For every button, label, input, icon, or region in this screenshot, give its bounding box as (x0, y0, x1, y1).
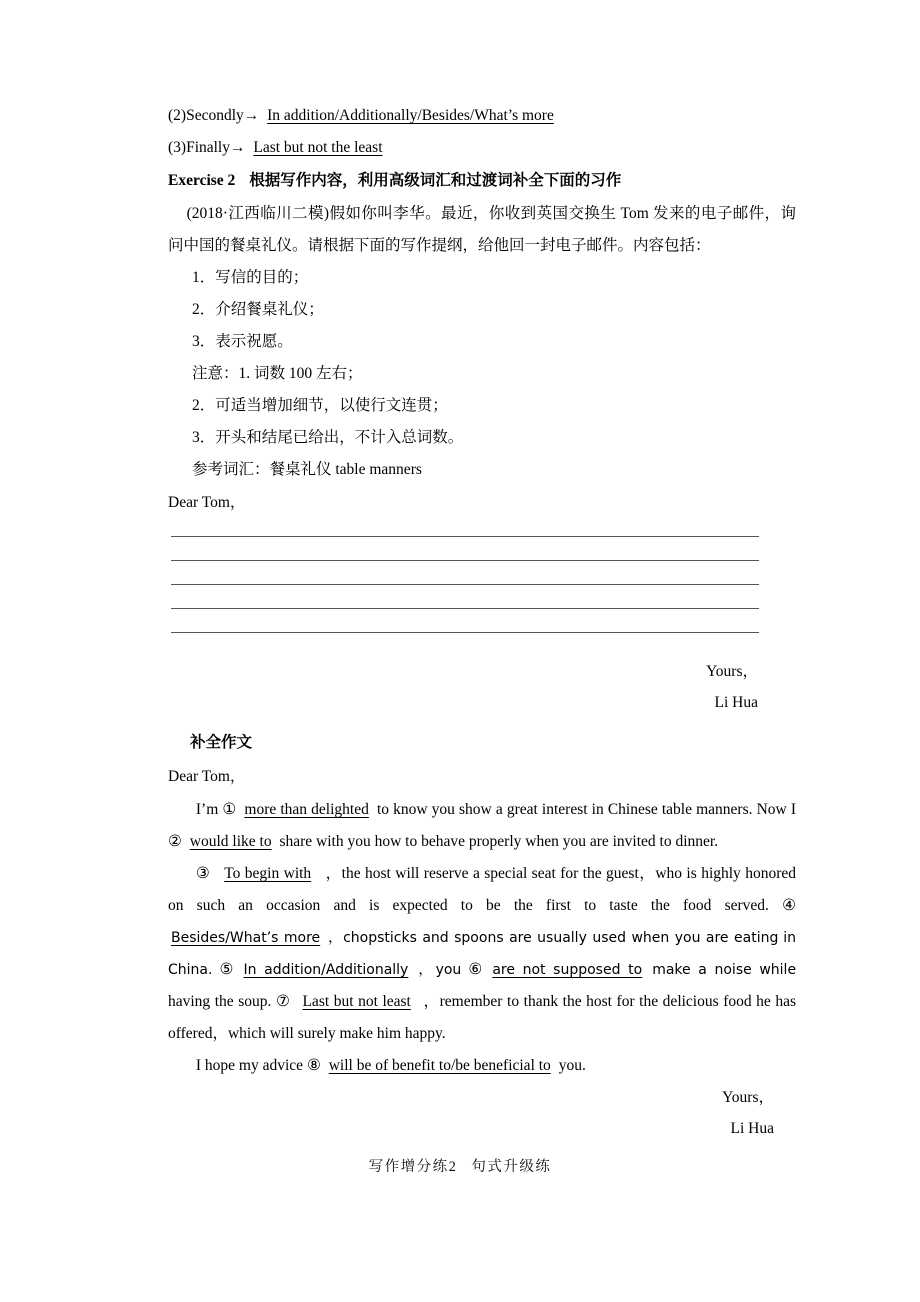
answer-p1-text-e: dinner. (675, 833, 719, 850)
answer-p2-text-d: in China. (168, 930, 796, 978)
blank-number-7: ⑦ (275, 993, 290, 1010)
blank-number-5: ⑤ (219, 961, 234, 978)
answer-signature-block (168, 1082, 796, 1144)
prompt-signature: Li Hua (714, 694, 758, 711)
prompt-salutation: Dear Tom， (168, 494, 246, 511)
answer-blank-6: are not supposed to (492, 962, 643, 978)
note-item: 3．开头和结尾已给出，不计入总词数。 (192, 429, 464, 446)
arrow-icon: → (243, 107, 260, 124)
blank-number-1: ① (222, 801, 237, 818)
reference-vocabulary: 参考词汇：餐桌礼仪 table manners (192, 461, 422, 478)
answer-p1-text-c: Now I (756, 801, 796, 818)
prompt-closing: Yours， (706, 663, 758, 680)
transition-answer-3: Last but not the least (253, 139, 383, 156)
answer-p2-text-i: has offered，which will surely make him happy. (168, 993, 797, 1042)
blank-answer-lines[interactable] (171, 536, 759, 633)
exercise-heading (168, 164, 796, 198)
answer-p3-text-a: I hope my advice (195, 1057, 304, 1074)
arrow-icon: → (230, 139, 246, 156)
page-footer (0, 1155, 920, 1176)
answer-p2-text-a: ，the host will reserve a special seat for the guest，who is highly (325, 865, 741, 882)
transition-prompt-2: (2)Secondly (168, 107, 244, 124)
answer-blank-8: will be of benefit to/be beneficial to (328, 1057, 551, 1074)
blank-number-8: ⑧ (306, 1057, 321, 1074)
prompt-intro: (2018·江西临川二模)假如你叫李华。最近，你收到英国交换生 Tom 发来的电子邮件，询问中国的餐桌礼仪。请根据下面的写作提纲，给他回一封电子邮件。内容包括： (168, 205, 796, 254)
answer-blank-1: more than delighted (244, 801, 369, 818)
blank-line[interactable] (171, 536, 759, 537)
answer-p1-text-d: share with you how to behave properly when you are invited to (279, 833, 672, 850)
exercise-label: Exercise 2 (168, 172, 236, 189)
answer-blank-2: would like to (189, 833, 272, 850)
answer-p1-text-b: to know you show a great interest in Chinese table manners. (376, 801, 753, 818)
answer-paragraph-1 (168, 794, 796, 858)
answer-p2-text-b: honored on such an occasion and is expected to be the first to taste the food served. (168, 865, 797, 914)
transition-prompt-3: (3)Finally (168, 139, 230, 156)
footer-part-1: 写作增分练2 (368, 1159, 458, 1175)
answer-p1-text-a: I’m (195, 801, 219, 818)
transition-item-2 (168, 100, 796, 132)
answer-signature: Li Hua (730, 1120, 774, 1137)
footer-part-2: 句式升级练 (471, 1159, 552, 1175)
answer-blank-5: In addition/Additionally (243, 962, 409, 978)
requirement-item: 3．表示祝愿。 (192, 333, 293, 350)
answer-p2-text-f: make a noise while (652, 962, 797, 978)
answer-closing: Yours， (722, 1089, 774, 1106)
answer-p2-text-e: ，you (418, 962, 462, 978)
blank-number-2: ② (168, 833, 182, 850)
exercise-description: 根据写作内容，利用高级词汇和过渡词补全下面的习作 (249, 172, 622, 189)
note-item: 注意：1. 词数 100 左右； (192, 365, 363, 382)
blank-line[interactable] (171, 632, 759, 633)
prompt-signature-block (168, 656, 796, 718)
blank-number-6: ⑥ (468, 961, 483, 978)
answer-salutation: Dear Tom， (168, 768, 246, 785)
requirement-item: 2．介绍餐桌礼仪； (192, 301, 324, 318)
page-content (168, 100, 796, 1144)
blank-line[interactable] (171, 584, 759, 585)
transition-item-3 (168, 132, 796, 164)
answer-p2-text-h: ，remember to thank the host for the delicious food he (423, 993, 771, 1010)
answer-blank-7: Last but not least (302, 993, 411, 1010)
answer-blank-4: Besides/What’s more (171, 930, 321, 946)
blank-number-4: ④ (782, 897, 797, 914)
answer-p2-text-g: having the soup. (168, 993, 272, 1010)
blank-number-3: ③ (195, 865, 210, 882)
blank-line[interactable] (171, 560, 759, 561)
answer-p3-text-b: you. (558, 1057, 586, 1074)
answer-blank-3: To begin with (224, 865, 312, 882)
blank-line[interactable] (171, 608, 759, 609)
answer-section-heading: 补全作文 (190, 734, 253, 751)
answer-paragraph-2 (168, 858, 796, 1050)
transition-answer-2: In addition/Additionally/Besides/What’s more (267, 107, 554, 124)
answer-p2-text-c: ，chopsticks and spoons are usually used when you are eating (328, 930, 779, 946)
answer-paragraph-3 (168, 1050, 796, 1082)
requirement-item: 1．写信的目的； (192, 269, 309, 286)
note-item: 2．可适当增加细节，以使行文连贯； (192, 397, 448, 414)
